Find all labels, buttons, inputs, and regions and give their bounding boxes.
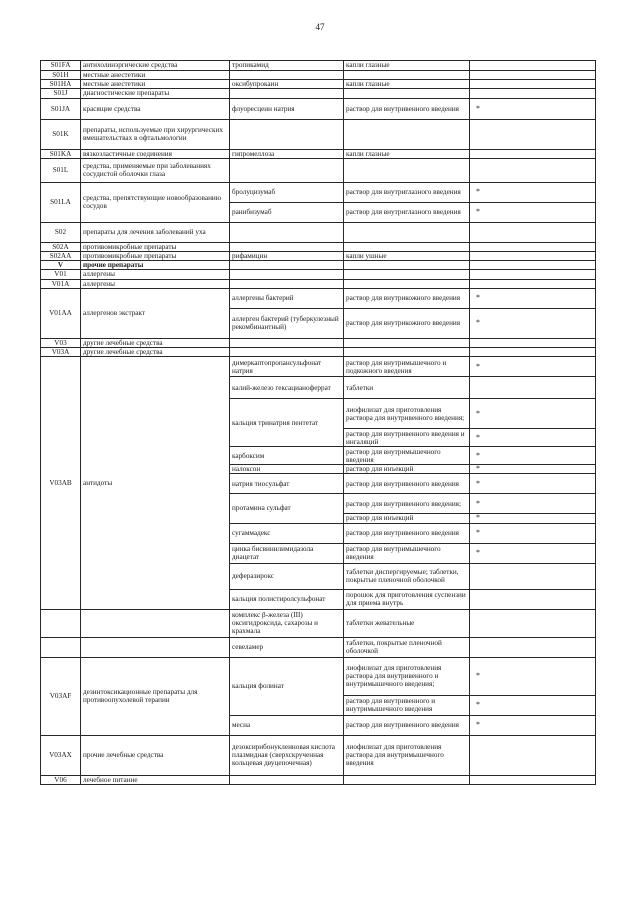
drug-name-cell: комплекс β-железа (III) оксигидроксида, сахарозы и крахмала [230,609,344,637]
dosage-form-cell: таблетки [344,377,470,399]
dosage-form-cell: раствор для инъекций [344,514,470,523]
dosage-form-cell [344,338,470,347]
atc-code-cell: S01KA [41,149,81,158]
dosage-form-cell [344,348,470,357]
mark-cell: * [470,657,596,695]
dosage-form-cell [344,158,470,182]
dosage-form-cell: раствор для внутривенного введения [344,523,470,543]
atc-code-cell: S01H [41,71,81,80]
group-name-cell [81,609,230,637]
dosage-form-cell: раствор для внутривенного введения и ингаляций [344,429,470,447]
mark-cell: * [470,494,596,514]
mark-cell [470,222,596,242]
drug-name-cell [230,279,344,288]
mark-cell: * [470,357,596,377]
dosage-form-cell [344,71,470,80]
mark-cell: * [470,202,596,222]
dosage-form-cell: лиофилизат для приготовления раствора для внутримышечного введения [344,735,470,775]
dosage-form-cell [344,270,470,279]
dosage-form-cell: раствор для внутриглазного введения [344,202,470,222]
drug-name-cell: месна [230,715,344,735]
dosage-form-cell [344,242,470,251]
dosage-form-cell [344,279,470,288]
mark-cell: * [470,429,596,447]
table-row [41,357,596,377]
mark-cell [470,377,596,399]
mark-cell [470,89,596,98]
dosage-form-cell [344,222,470,242]
group-name-cell: препараты, используемые при хирургических вмешательствах в офтальмологии [81,119,230,149]
drug-name-cell: кальция фолинат [230,657,344,715]
dosage-form-cell: капли ушные [344,252,470,261]
atc-code-cell: V03AX [41,735,81,775]
group-name-cell: аллергенов экстракт [81,288,230,338]
table-row [41,657,596,695]
table-row [41,261,596,270]
mark-cell [470,338,596,347]
drug-name-cell: оксибупрокаин [230,80,344,89]
dosage-form-cell: капли глазные [344,61,470,71]
table-row [41,338,596,347]
mark-cell [470,252,596,261]
mark-cell: * [470,465,596,474]
group-name-cell: противомикробные препараты [81,252,230,261]
dosage-form-cell: раствор для внутриглазного введения [344,182,470,202]
mark-cell: * [470,695,596,715]
table-row [41,637,596,657]
drug-name-cell [230,158,344,182]
table-row [41,348,596,357]
dosage-form-cell: раствор для внутрикожного введения [344,288,470,308]
dosage-form-cell: раствор для внутримышечного и подкожного введения [344,357,470,377]
group-name-cell: аллергены [81,270,230,279]
drug-name-cell [230,775,344,784]
atc-code-cell: S01JA [41,98,81,119]
mark-cell: * [470,98,596,119]
table-row [41,735,596,775]
atc-code-cell: V [41,261,81,270]
dosage-form-cell: таблетки диспергируемые; таблетки, покрытые пленочной оболочкой [344,563,470,589]
table-row [41,98,596,119]
group-name-cell: красящие средства [81,98,230,119]
table-row [41,182,596,202]
atc-code-cell: S02A [41,242,81,251]
group-name-cell: местные анестетики [81,80,230,89]
group-name-cell: прочие препараты [81,261,230,270]
drug-name-cell [230,119,344,149]
atc-code-cell: V03AF [41,657,81,735]
mark-cell [470,261,596,270]
table-row [41,89,596,98]
table-row [41,80,596,89]
mark-cell: * [470,447,596,465]
drug-name-cell [230,261,344,270]
dosage-form-cell: порошок для приготовления суспензии для приема внутрь [344,589,470,609]
mark-cell [470,348,596,357]
dosage-form-cell: лиофилизат для приготовления раствора для внутривенного введения; [344,399,470,429]
table-row [41,609,596,637]
atc-code-cell: S01K [41,119,81,149]
mark-cell: * [470,182,596,202]
drug-name-cell: севеламер [230,637,344,657]
dosage-form-cell: раствор для внутримышечного введения [344,447,470,465]
table-row [41,71,596,80]
mark-cell [470,775,596,784]
drug-name-cell: налоксон [230,465,344,474]
atc-code-cell [41,609,81,637]
group-name-cell: другие лечебные средства [81,348,230,357]
group-name-cell: местные анестетики [81,71,230,80]
table-row [41,222,596,242]
dosage-form-cell: лиофилизат для приготовления раствора для внутривенного и внутримышечного введения; [344,657,470,695]
dosage-form-cell [344,119,470,149]
drug-name-cell: рифамицин [230,252,344,261]
mark-cell [470,242,596,251]
group-name-cell [81,637,230,657]
dosage-form-cell: раствор для внутривенного введения [344,98,470,119]
drug-name-cell: карбоксим [230,447,344,465]
drug-name-cell [230,338,344,347]
table-row [41,242,596,251]
group-name-cell: противомикробные препараты [81,242,230,251]
mark-cell [470,71,596,80]
mark-cell [470,149,596,158]
drug-name-cell [230,242,344,251]
table-row [41,775,596,784]
drug-name-cell: дезоксирибонуклеиновая кислота плазмидная (сверхскрученная кольцевая двуцепочечная) [230,735,344,775]
drug-name-cell: калий-железо гексацианоферрат [230,377,344,399]
dosage-form-cell: капли глазные [344,149,470,158]
table-row [41,61,596,71]
dosage-form-cell: капли глазные [344,80,470,89]
mark-cell [470,61,596,71]
dosage-form-cell: раствор для инъекций [344,465,470,474]
atc-code-cell: S02AA [41,252,81,261]
dosage-form-cell [344,89,470,98]
drug-name-cell: флуоресцеин натрия [230,98,344,119]
mark-cell: * [470,308,596,338]
atc-code-cell: S01FA [41,61,81,71]
atc-code-cell: V06 [41,775,81,784]
mark-cell [470,609,596,637]
drug-name-cell: цинка бисвинилимидазола диацетат [230,543,344,563]
group-name-cell: средства, препятствующие новообразованию сосудов [81,182,230,222]
page-number: 47 [315,22,325,32]
drug-name-cell: сугаммадекс [230,523,344,543]
dosage-form-cell: раствор для внутривенного и внутримышечного введения [344,695,470,715]
mark-cell: * [470,523,596,543]
atc-code-cell: S01LA [41,182,81,222]
mark-cell: * [470,543,596,563]
mark-cell [470,589,596,609]
atc-code-cell: V03A [41,348,81,357]
group-name-cell: антихолинэргические средства [81,61,230,71]
drug-name-cell: протамина сульфат [230,494,344,523]
dosage-form-cell: таблетки, покрытые пленочной оболочкой [344,637,470,657]
drug-name-cell [230,348,344,357]
atc-code-cell: V03 [41,338,81,347]
dosage-form-cell: раствор для внутривенного введения [344,715,470,735]
mark-cell [470,158,596,182]
drug-name-cell: димеркаптопропансульфонат натрия [230,357,344,377]
table-row [41,149,596,158]
dosage-form-cell: раствор для внутрикожного введения [344,308,470,338]
drug-name-cell: кальция тринатрия пентетат [230,399,344,447]
group-name-cell: аллергены [81,279,230,288]
dosage-form-cell: раствор для внутривенного введения; [344,494,470,514]
atc-code-cell: V01A [41,279,81,288]
atc-code-cell [41,637,81,657]
table-row [41,270,596,279]
group-name-cell: вязкоэластичные соединения [81,149,230,158]
drug-name-cell [230,222,344,242]
dosage-form-cell: таблетки жевательные [344,609,470,637]
drug-name-cell: тропикамид [230,61,344,71]
drug-name-cell [230,270,344,279]
atc-code-cell: V01AA [41,288,81,338]
dosage-form-cell: раствор для внутримышечного введения [344,543,470,563]
group-name-cell: дезинтоксикационные препараты для противоопухолевой терапии [81,657,230,735]
drug-name-cell [230,89,344,98]
drug-name-cell: бролуцизумаб [230,182,344,202]
group-name-cell: препараты для лечения заболеваний уха [81,222,230,242]
table-row [41,279,596,288]
table-row [41,119,596,149]
mark-cell: * [470,399,596,429]
group-name-cell: другие лечебные средства [81,338,230,347]
table-row [41,158,596,182]
drug-name-cell: гипромеллоза [230,149,344,158]
drug-name-cell: ранибизумаб [230,202,344,222]
drug-name-cell: аллергены бактерий [230,288,344,308]
atc-code-cell: S01J [41,89,81,98]
table-row [41,288,596,308]
mark-cell [470,279,596,288]
dosage-form-cell: раствор для внутривенного введения [344,474,470,494]
drug-name-cell: деферазирокс [230,563,344,589]
drug-name-cell: аллерген бактерий (туберкулезный рекомбинантный) [230,308,344,338]
group-name-cell: средства, применяемые при заболеваниях сосудистой оболочки глаза [81,158,230,182]
mark-cell [470,270,596,279]
mark-cell: * [470,288,596,308]
dosage-form-cell [344,775,470,784]
mark-cell: * [470,715,596,735]
atc-code-cell: V01 [41,270,81,279]
mark-cell: * [470,514,596,523]
atc-code-cell: S01HA [41,80,81,89]
dosage-form-cell [344,261,470,270]
drug-name-cell: кальция полистиролсульфонат [230,589,344,609]
mark-cell [470,119,596,149]
group-name-cell: диагностические препараты [81,89,230,98]
mark-cell [470,563,596,589]
mark-cell [470,80,596,89]
mark-cell [470,735,596,775]
group-name-cell: лечебное питание [81,775,230,784]
table-row [41,252,596,261]
group-name-cell: антидоты [81,357,230,609]
mark-cell: * [470,474,596,494]
atc-code-cell: S01L [41,158,81,182]
drug-list-table [40,60,596,785]
mark-cell [470,637,596,657]
drug-name-cell [230,71,344,80]
atc-code-cell: V03AB [41,357,81,609]
group-name-cell: прочие лечебные средства [81,735,230,775]
atc-code-cell: S02 [41,222,81,242]
drug-name-cell: натрия тиосульфат [230,474,344,494]
